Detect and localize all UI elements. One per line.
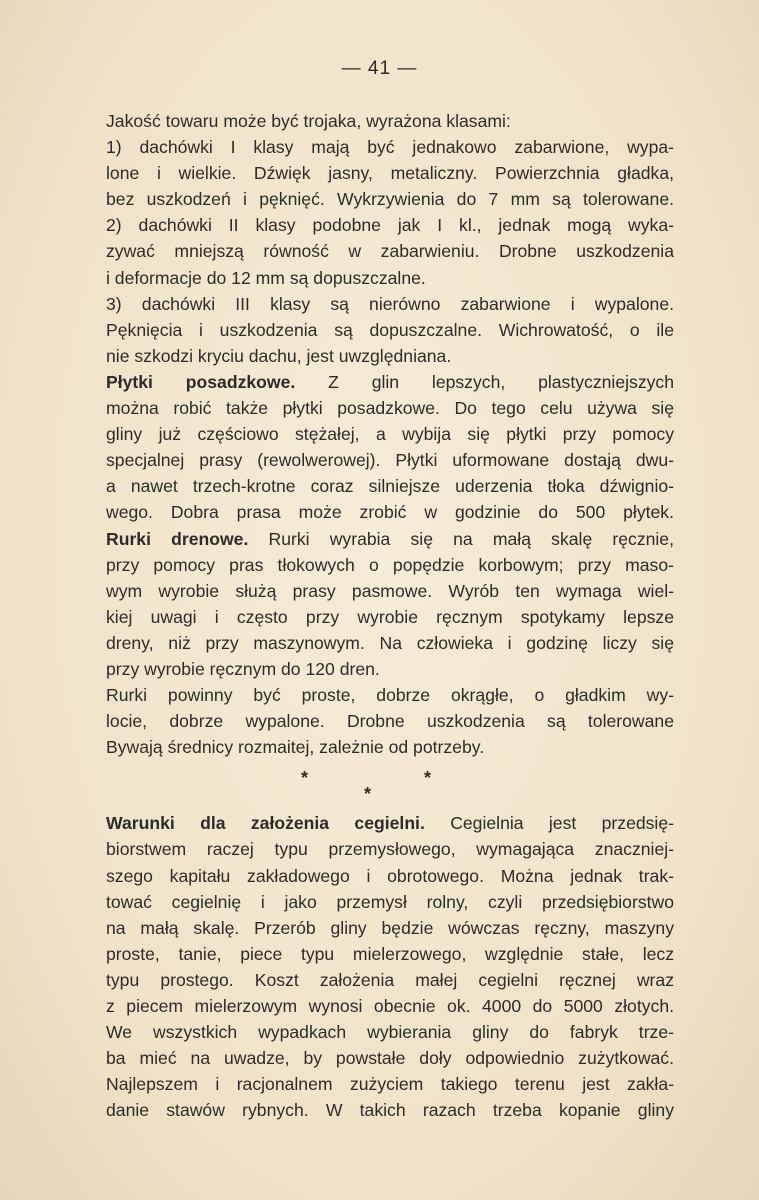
text-line: biorstwem raczej typu przemysłowego, wymagająca znaczniej- [106,839,674,860]
text-line: Rurki drenowe. Rurki wyrabia się na małą skalę ręcznie, [106,528,674,549]
page-number: — 41 — [341,58,418,79]
section-separator [106,760,674,810]
text-line: Pęknięcia i uszkodzenia są dopuszczalne. Wichrowatość, o ile [106,319,674,340]
text-line: gliny już częściowo stężałej, a wybija się płytki przy pomocy [106,424,674,445]
text-line: i deformacje do 12 mm są dopuszczalne. [106,267,426,288]
text-line: na małą skalę. Przerób gliny będzie wówczas ręczny, maszyny [106,917,674,938]
text-line: przy pomocy pras tłokowych o popędzie korbowym; przy maso- [106,554,674,575]
text-part-1 [106,108,674,760]
text-line: można robić także płytki posadzkowe. Do tego celu używa się [106,398,674,419]
text-line: bez uszkodzeń i pęknięć. Wykrzywienia do 7 mm są tolerowane. [106,189,674,210]
text-line: wym wyrobie służą prasy pasmowe. Wyrób ten wymaga wiel- [106,580,674,601]
text-line: ba mieć na uwadze, by powstałe doły odpowiednio zużytkować. [106,1048,674,1069]
separator-star: * [424,768,432,789]
text-line: 3) dachówki III klasy są nierówno zabarwione i wypalone. [106,293,674,314]
text-line: lone i wielkie. Dźwięk jasny, metaliczny. Powierzchnia gładka, [106,163,674,184]
text-line: We wszystkich wypadkach wybierania gliny do fabryk trze- [106,1022,674,1043]
text-line: tować cegielnię i jako przemysł rolny, czyli przedsiębiorstwo [106,891,674,912]
text-line: Bywają średnicy rozmaitej, zależnie od potrzeby. [106,737,485,758]
separator-star: * [364,784,372,805]
text-line: proste, tanie, piece typu mielerzowego, względnie stałe, lecz [106,943,674,964]
text-line: kiej uwagi i często przy wyrobie ręcznym spotykamy lepsze [106,606,674,627]
text-line: przy wyrobie ręcznym do 120 dren. [106,658,380,679]
text-line: 2) dachówki II klasy podobne jak I kl., jednak mogą wyka- [106,215,674,236]
text-line: Jakość towaru może być trojaka, wyrażona klasami: [106,111,511,131]
text-line: wego. Dobra prasa może zrobić w godzinie do 500 płytek. [106,502,674,523]
text-line: Rurki powinny być proste, dobrze okrągłe, o gładkim wy- [106,685,674,706]
text-line: Najlepszem i racjonalnem zużyciem takiego terenu jest zakła- [106,1074,674,1095]
text-line: szego kapitału zakładowego i obrotowego. Można jednak trak- [106,865,674,886]
text-part-2 [106,810,674,1123]
text-line: dreny, niż przy maszynowym. Na człowieka i godzinę liczy się [106,632,674,653]
text-line: nie szkodzi kryciu dachu, jest uwzględniana. [106,345,452,366]
text-line: specjalnej prasy (rewolwerowej). Płytki uformowane dostają dwu- [106,450,674,471]
text-line: 1) dachówki I klasy mają być jednakowo zabarwione, wypa- [106,137,674,158]
text-line: z piecem mielerzowym wynosi obecnie ok. 4000 do 5000 złotych. [106,996,674,1016]
text-line: locie, dobrze wypalone. Drobne uszkodzenia są tolerowane [106,711,674,732]
text-line: a nawet trzech-krotne coraz silniejsze uderzenia tłoka dźwignio- [106,476,674,497]
text-line: typu prostego. Koszt założenia małej cegielni ręcznej wraz [106,969,674,990]
text-line: Płytki posadzkowe. Z glin lepszych, plastyczniejszych [106,371,674,392]
body-text [106,108,674,1123]
text-line: Warunki dla założenia cegielni. Cegielnia jest przedsię- [106,813,674,834]
text-line: zywać mniejszą równość w zabarwieniu. Drobne uszkodzenia [106,241,674,262]
separator-star: * [301,768,309,789]
text-line: danie stawów rybnych. W takich razach trzeba kopanie gliny [106,1100,674,1121]
